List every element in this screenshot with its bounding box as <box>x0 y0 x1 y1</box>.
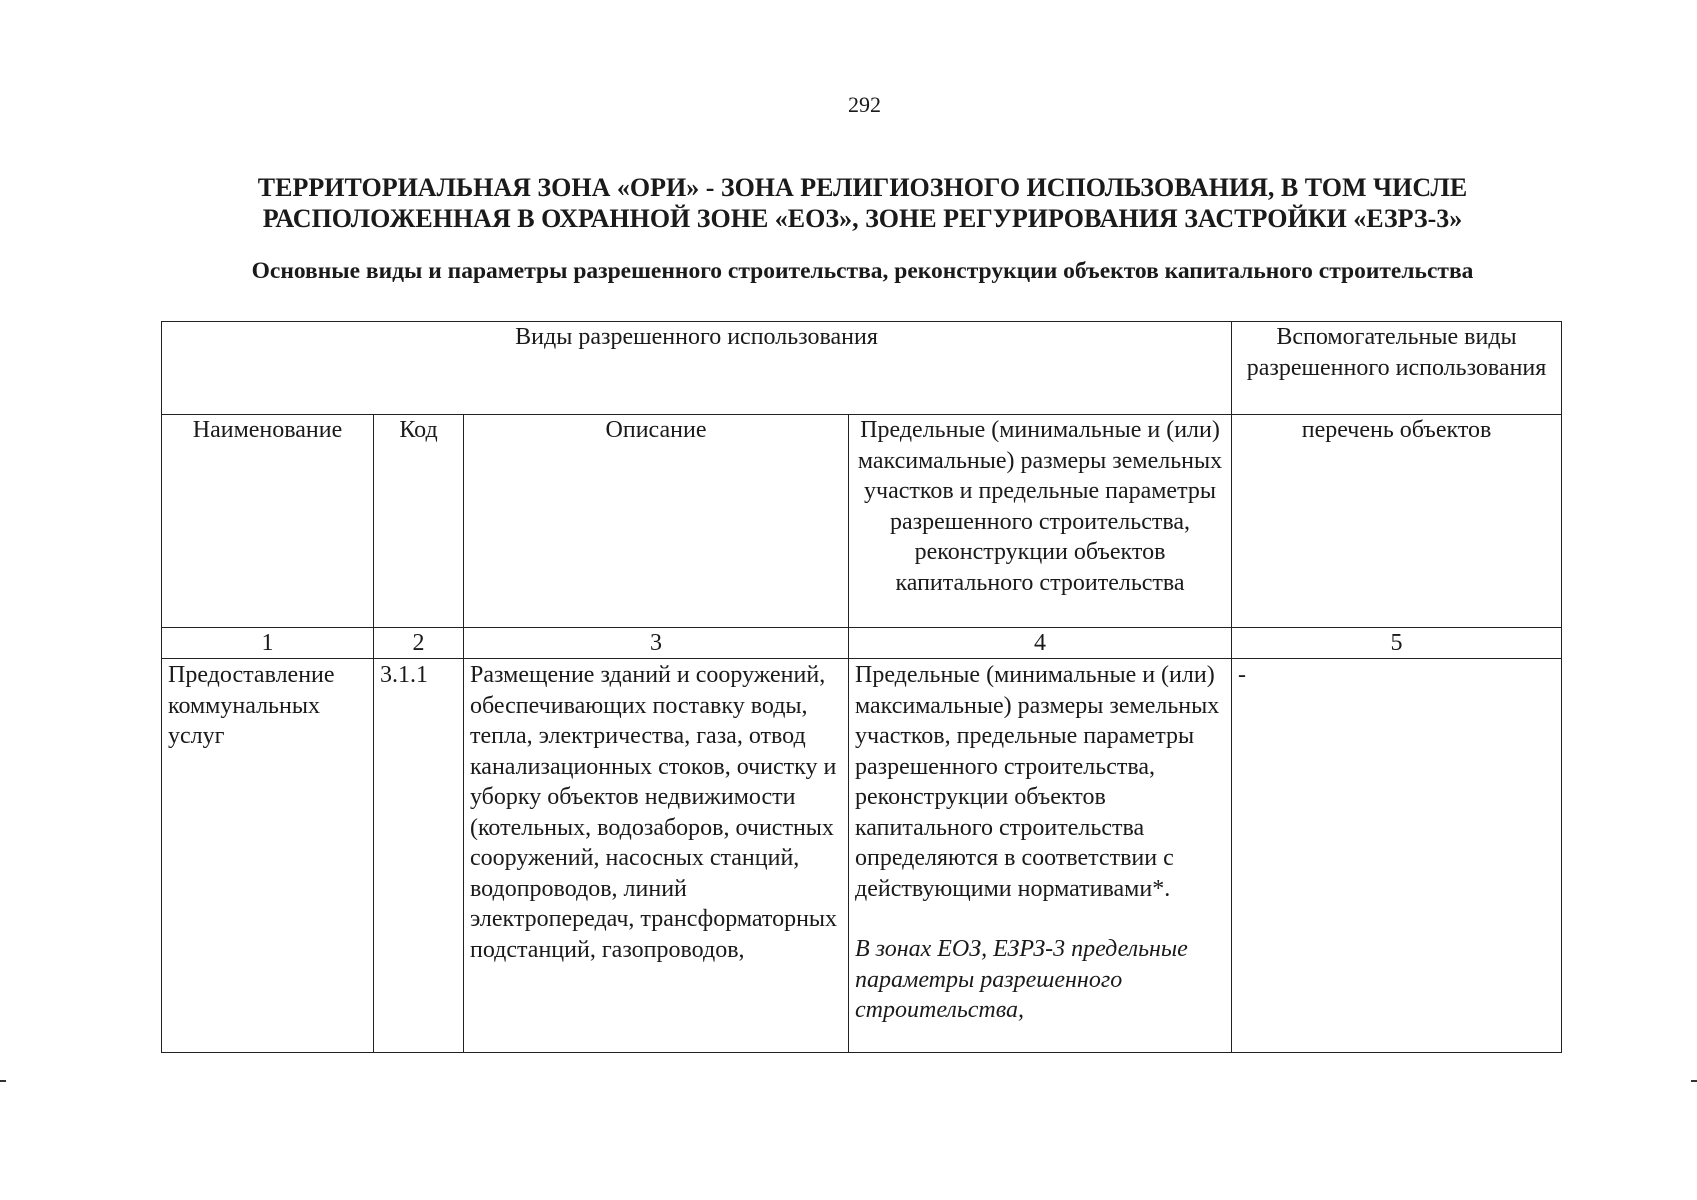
column-number: 2 <box>374 628 464 659</box>
column-number: 5 <box>1232 628 1562 659</box>
limits-main-text: Предельные (минимальные и (или) максимальные) размеры земельных участков, предельные параметры разрешенного строительства, реконструкции объектов капитального строительства определяются в соответствии с действующими нормативами*. <box>855 662 1220 902</box>
column-header-aux-list: перечень объектов <box>1232 415 1562 628</box>
scan-edge-mark <box>0 1080 6 1082</box>
cell-aux: - <box>1232 659 1562 1053</box>
table-row <box>162 659 1562 1053</box>
column-number: 1 <box>162 628 374 659</box>
column-header-description: Описание <box>464 415 849 628</box>
column-header-code: Код <box>374 415 464 628</box>
column-number-row <box>162 628 1562 659</box>
aux-header-cell: Вспомогательные виды разрешенного использования <box>1232 322 1562 415</box>
page-number: 292 <box>848 92 881 117</box>
table-header-row <box>162 322 1562 415</box>
column-number: 3 <box>464 628 849 659</box>
column-header-name: Наименование <box>162 415 374 628</box>
cell-code: 3.1.1 <box>374 659 464 1053</box>
cell-description: Размещение зданий и сооружений, обеспечивающих поставку воды, тепла, электричества, газа, отвод канализационных стоков, очистку и уборку объектов недвижимости (котельных, водозаборов, очистных сооружений, насосных станций, водопроводов, линий электропередач, трансформаторных подстанций, газопроводов, <box>464 659 849 1053</box>
scan-edge-mark <box>1691 1080 1697 1082</box>
section-subtitle: Основные виды и параметры разрешенного строительства, реконструкции объектов капитального строительства <box>251 258 1474 284</box>
zone-title: ТЕРРИТОРИАЛЬНАЯ ЗОНА «ОРИ» - ЗОНА РЕЛИГИОЗНОГО ИСПОЛЬЗОВАНИЯ, В ТОМ ЧИСЛЕ РАСПОЛОЖЕННАЯ В ОХРАННОЙ ЗОНЕ «ЕОЗ», ЗОНЕ РЕГУРИРОВАНИЯ ЗАСТРОЙКИ «ЕЗРЗ-3» <box>257 173 1468 233</box>
cell-name: Предоставление коммунальных услуг <box>162 659 374 1053</box>
cell-limits <box>849 659 1232 1053</box>
column-header-limits: Предельные (минимальные и (или) максимальные) размеры земельных участков и предельные параметры разрешенного строительства, реконструкции объектов капитального строительства <box>849 415 1232 628</box>
group-header-cell: Виды разрешенного использования <box>162 322 1232 415</box>
limits-zone-text: В зонах ЕОЗ, ЕЗРЗ-3 предельные параметры разрешенного строительства, <box>855 936 1188 1023</box>
column-header-row <box>162 415 1562 628</box>
column-number: 4 <box>849 628 1232 659</box>
regulations-table <box>161 321 1562 1053</box>
